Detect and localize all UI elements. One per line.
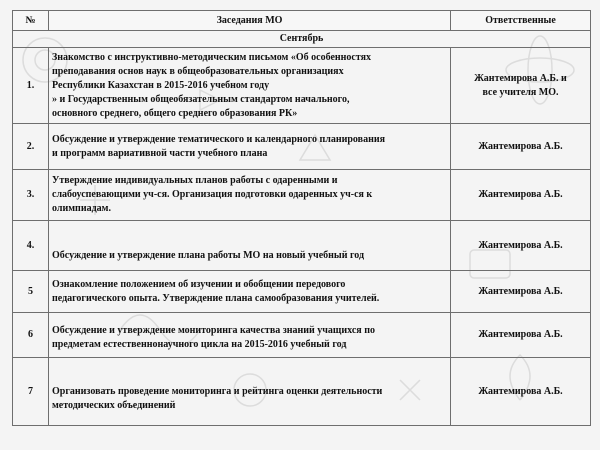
topic-line: олимпиадам. [52,203,111,214]
topic-line: и программ вариативной части учебного плана [52,147,268,159]
responsible-line: Жантемирова А.Б. и [474,72,567,84]
row-topic [49,271,451,313]
table-row [13,358,591,426]
topic-line: Утверждение индивидуальных планов работы с одаренными и [52,175,338,186]
topic-line: Обсуждение и утверждение мониторинга качества знаний учащихся по [52,325,375,336]
topic-line: слабоуспевающими уч-ся. Организация подготовки одаренных уч-ся к [52,189,373,200]
row-responsible [451,271,591,313]
row-responsible [451,221,591,271]
header-meetings: Заседания МО [49,11,451,31]
table-header-row [13,11,591,31]
header-number: № [13,11,49,31]
mo-meetings-table [12,10,591,426]
table-row [13,221,591,271]
responsible-line: все учителя МО. [482,86,559,98]
row-topic [49,221,451,271]
row-number: 3. [13,170,49,221]
table-row [13,313,591,358]
topic-line [52,235,447,249]
table-row [13,271,591,313]
row-responsible [451,313,591,358]
table-row [13,48,591,124]
topic-line: Знакомство с инструктивно-методическим письмом «Об особенностях [52,51,372,63]
responsible-line: Жантемирова А.Б. [478,329,563,340]
table-row [13,124,591,170]
table-row [13,170,591,221]
header-responsible: Ответственные [451,11,591,31]
responsible-line: Жантемирова А.Б. [478,285,563,297]
row-responsible [451,170,591,221]
topic-line: педагогического опыта. Утверждение плана самообразования учителей. [52,292,380,304]
month-label: Сентябрь [13,31,591,48]
topic-line: Ознакомление положением об изучении и обобщении передового [52,278,346,290]
row-topic [49,124,451,170]
row-number: 5 [13,271,49,313]
month-row [13,31,591,48]
topic-line: Организовать проведение мониторинга и рейтинга оценки деятельности [52,385,383,397]
row-number: 1. [13,48,49,124]
row-responsible [451,358,591,426]
row-number: 4. [13,221,49,271]
topic-line: предметам естественнонаучного цикла на 2015-2016 учебный год [52,339,347,350]
topic-line: Республики Казахстан в 2015-2016 учебном году [52,79,270,91]
responsible-line: Жантемирова А.Б. [478,189,563,200]
topic-line: Обсуждение и утверждение плана работы МО на новый учебный год [52,249,365,261]
row-number: 6 [13,313,49,358]
topic-line: методических объединений [52,399,176,411]
row-topic [49,48,451,124]
row-number: 2. [13,124,49,170]
topic-line: Обсуждение и утверждение тематического и календарного планирования [52,133,386,145]
row-responsible [451,48,591,124]
row-number: 7 [13,358,49,426]
responsible-line: Жантемирова А.Б. [478,140,563,152]
row-topic [49,358,451,426]
row-topic [49,313,451,358]
row-topic [49,170,451,221]
topic-line: основного среднего, общего среднего образования РК» [52,107,298,119]
topic-line: » и Государственным общеобязательным стандартом начального, [52,93,350,105]
responsible-line: Жантемирова А.Б. [478,239,563,251]
responsible-line: Жантемирова А.Б. [478,385,563,397]
row-responsible [451,124,591,170]
topic-line: преподавания основ наук в общеобразовательных организациях [52,65,344,77]
